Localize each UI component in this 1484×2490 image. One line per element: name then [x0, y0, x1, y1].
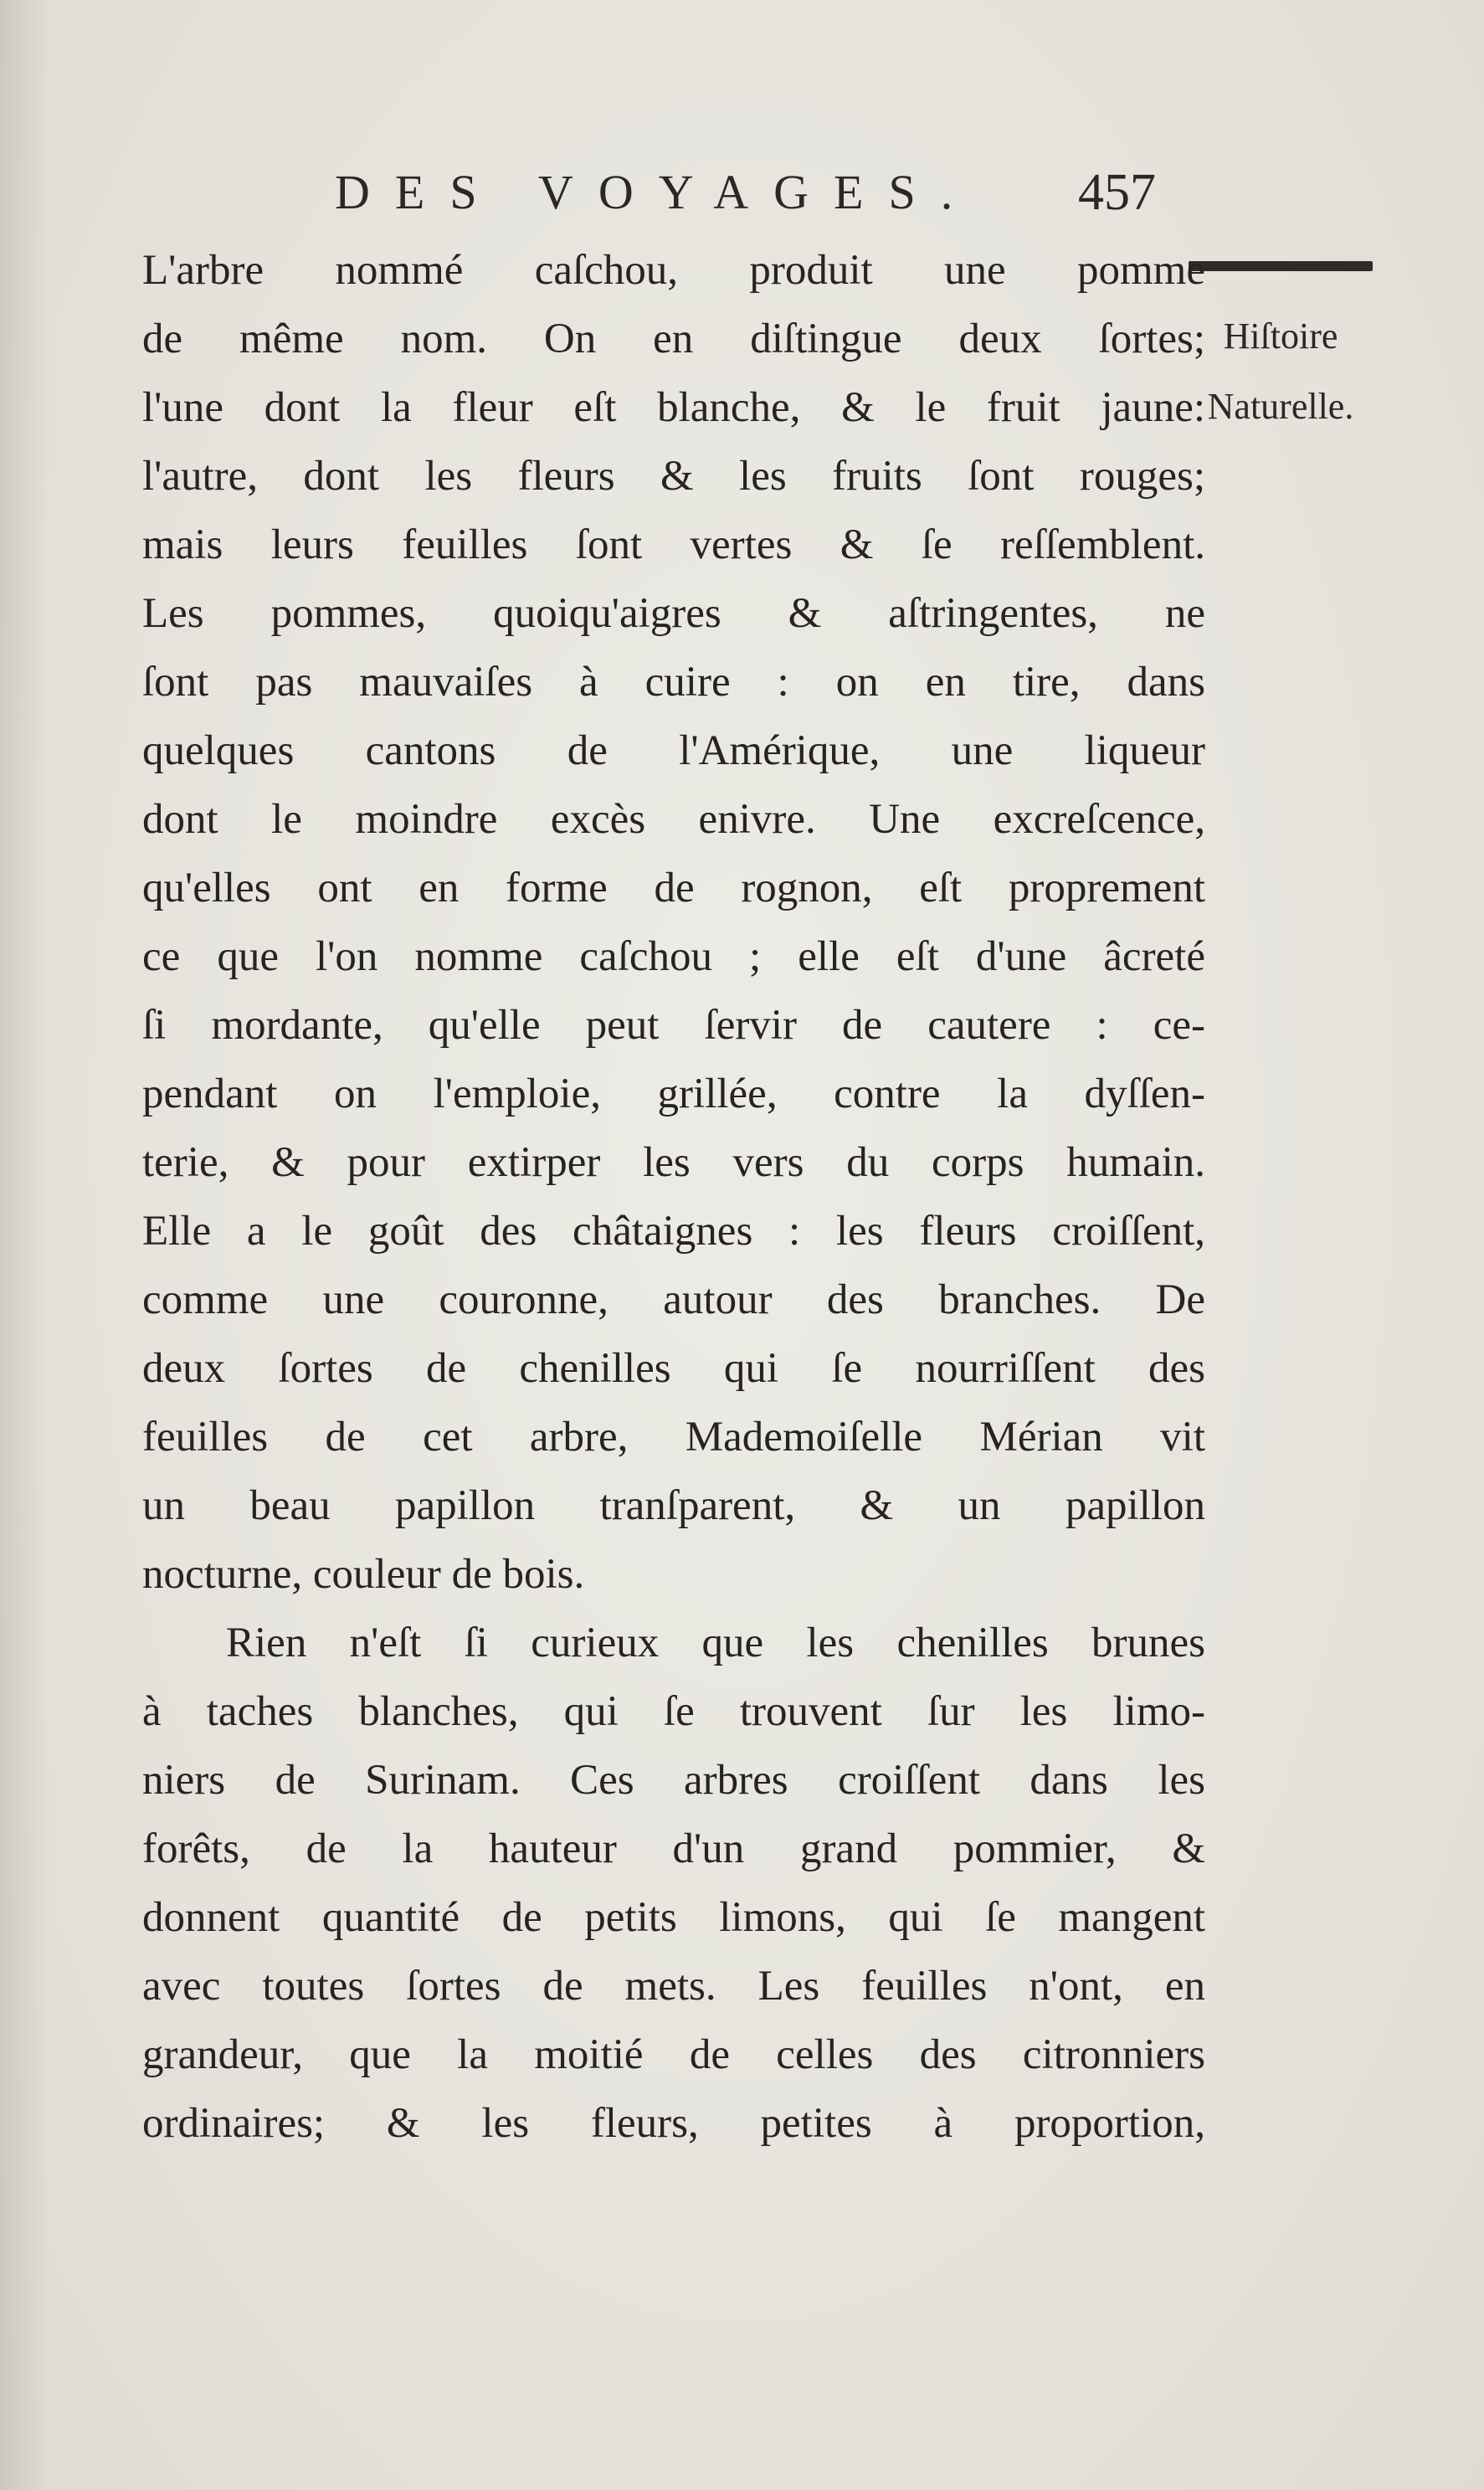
text-line: terie, & pour extirper les vers du corps humain.	[142, 1139, 1205, 1186]
text-line: dont le moindre excès enivre. Une excreſcence,	[142, 796, 1205, 843]
text-line: feuilles de cet arbre, Mademoiſelle Mérian vit	[142, 1414, 1205, 1461]
text-line: comme une couronne, autour des branches. De	[142, 1276, 1205, 1323]
text-line: nocturne, couleur de bois.	[142, 1551, 585, 1598]
text-line: mais leurs feuilles ſont vertes & ſe reſſemblent.	[142, 521, 1205, 568]
text-line: de même nom. On en diſtingue deux ſortes;	[142, 316, 1205, 362]
text-line: donnent quantité de petits limons, qui ſe mangent	[142, 1894, 1205, 1941]
text-line: pendant on l'emploie, grillée, contre la dyſſen-	[142, 1070, 1205, 1117]
text-line: niers de Surinam. Ces arbres croiſſent dans les	[142, 1757, 1205, 1804]
text-line: forêts, de la hauteur d'un grand pommier, &	[142, 1825, 1205, 1872]
text-line: Rien n'eſt ſi curieux que les chenilles brunes	[226, 1620, 1205, 1666]
page-header	[335, 159, 1172, 226]
text-line: ſi mordante, qu'elle peut ſervir de cautere : ce-	[142, 1002, 1205, 1049]
body-text	[142, 236, 1205, 2158]
text-line: ordinaires; & les fleurs, petites à proportion,	[142, 2100, 1205, 2147]
marginal-note	[1180, 301, 1381, 442]
text-line: quelques cantons de l'Amérique, une liqueur	[142, 727, 1205, 774]
marginal-rule	[1189, 261, 1373, 271]
running-title: DES VOYAGES.	[335, 165, 978, 219]
binding-shadow	[0, 0, 50, 2490]
text-line: deux ſortes de chenilles qui ſe nourriſſent des	[142, 1345, 1205, 1392]
page-number: 457	[1078, 164, 1156, 221]
marginal-note-line-1: Hiſtoire	[1223, 316, 1338, 357]
text-line: grandeur, que la moitié de celles des citronniers	[142, 2031, 1205, 2078]
paragraph-1	[142, 236, 1205, 1609]
text-line: qu'elles ont en forme de rognon, eſt proprement	[142, 865, 1205, 911]
paragraph-2	[142, 1609, 1205, 2158]
text-line: ſont pas mauvaiſes à cuire : on en tire, dans	[142, 659, 1205, 706]
text-line: Elle a le goût des châtaignes : les fleurs croiſſent,	[142, 1208, 1205, 1255]
text-line: ce que l'on nomme caſchou ; elle eſt d'une âcreté	[142, 933, 1205, 980]
marginal-note-line-2: Naturelle.	[1207, 386, 1354, 427]
text-line: l'une dont la fleur eſt blanche, & le fruit jaune:	[142, 384, 1205, 431]
text-line: Les pommes, quoiqu'aigres & aſtringentes, ne	[142, 590, 1205, 637]
text-line: l'autre, dont les fleurs & les fruits ſont rouges;	[142, 453, 1205, 500]
text-line: avec toutes ſortes de mets. Les feuilles n'ont, en	[142, 1963, 1205, 2010]
text-line: L'arbre nommé caſchou, produit une pomme	[142, 247, 1205, 294]
text-line: à taches blanches, qui ſe trouvent ſur les limo-	[142, 1688, 1205, 1735]
text-line: un beau papillon tranſparent, & un papillon	[142, 1482, 1205, 1529]
